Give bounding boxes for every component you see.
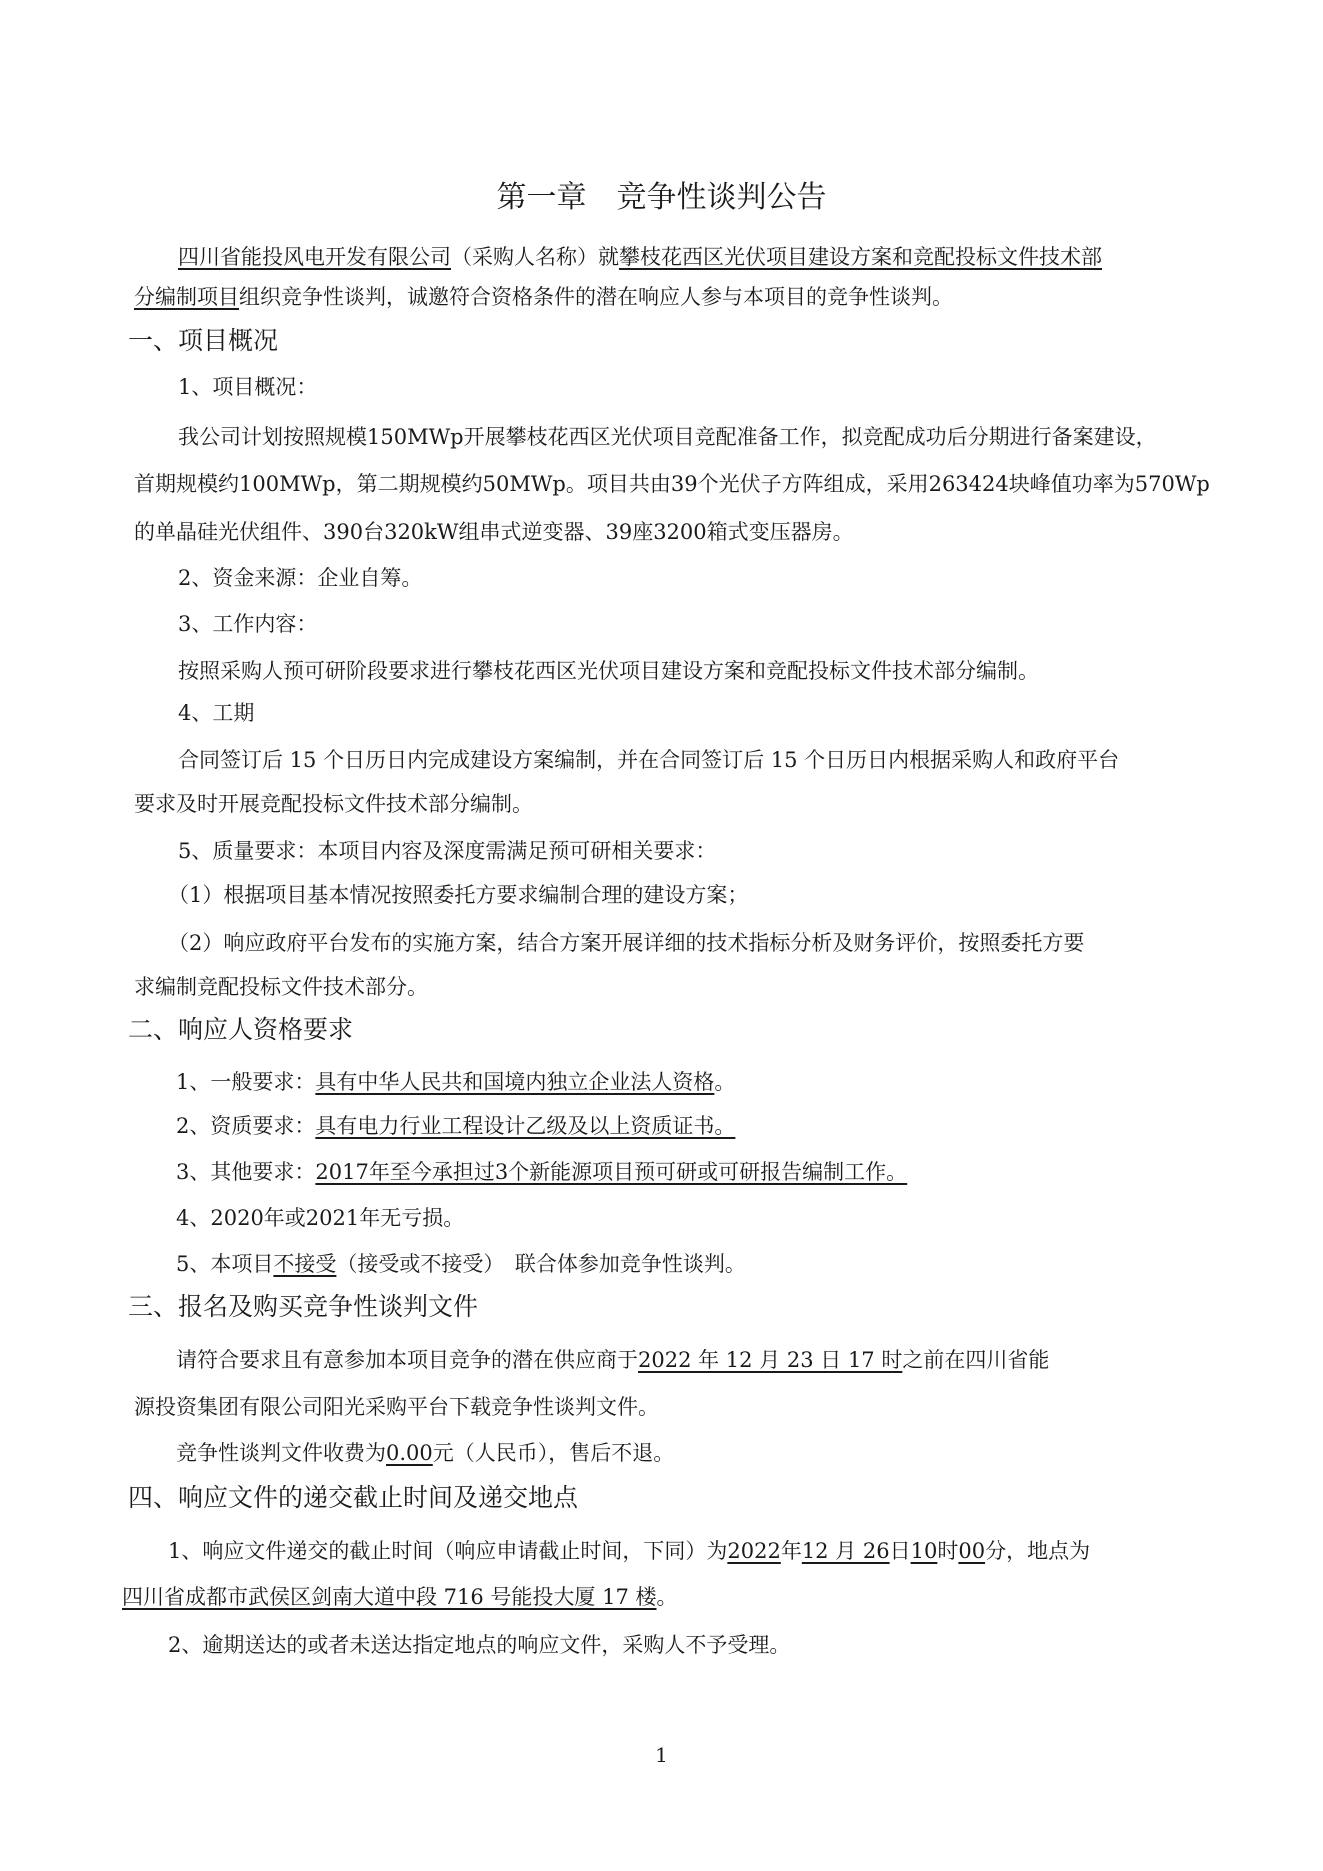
deadline-hour: 10 xyxy=(910,1539,938,1563)
intro-line-1 xyxy=(178,242,1102,272)
requirement-2 xyxy=(176,1111,735,1141)
requirement-4: 4、2020年或2021年无亏损。 xyxy=(176,1206,465,1230)
section-heading-4: 四、响应文件的递交截止时间及递交地点 xyxy=(128,1483,579,1512)
paragraph: 2、逾期送达的或者未送达指定地点的响应文件，采购人不予受理。 xyxy=(168,1633,791,1657)
paragraph: 2、资金来源：企业自筹。 xyxy=(178,566,423,590)
paragraph xyxy=(176,1438,674,1468)
paragraph xyxy=(176,1345,1049,1375)
text: 日 xyxy=(889,1539,911,1563)
paragraph: 3、工作内容： xyxy=(178,612,318,636)
paragraph: 合同签订后 15 个日历日内完成建设方案编制，并在合同签订后 15 个日历日内根据采购人和政府平台 xyxy=(178,748,1120,772)
paragraph xyxy=(168,1536,1090,1566)
text: 分，地点为 xyxy=(985,1539,1091,1563)
requirement-value: 具有中华人民共和国境内独立企业法人资格 xyxy=(315,1070,715,1094)
paragraph: （1）根据项目基本情况按照委托方要求编制合理的建设方案； xyxy=(168,883,749,907)
requirement-label: 5、本项目 xyxy=(176,1252,274,1276)
text: 之前在四川省能 xyxy=(902,1348,1050,1372)
fee-amount: 0.00 xyxy=(386,1441,433,1465)
intro-text: （采购人名称）就 xyxy=(451,245,619,269)
requirement-label: 3、其他要求： xyxy=(176,1160,316,1184)
requirement-label: 2、资质要求： xyxy=(176,1114,316,1138)
submission-address: 四川省成都市武侯区剑南大道中段 716 号能投大厦 17 楼 xyxy=(122,1585,657,1609)
paragraph: 4、工期 xyxy=(178,701,255,725)
text: 年 xyxy=(780,1539,802,1563)
paragraph: 求编制竞配投标文件技术部分。 xyxy=(134,975,428,999)
project-name: 攀枝花西区光伏项目建设方案和竞配投标文件技术部 xyxy=(619,245,1102,269)
requirement-value: 具有电力行业工程设计乙级及以上资质证书。 xyxy=(315,1114,736,1138)
paragraph: 5、质量要求：本项目内容及深度需满足预可研相关要求： xyxy=(178,839,717,863)
section-heading-2: 二、响应人资格要求 xyxy=(128,1015,354,1044)
requirement-1 xyxy=(176,1067,735,1097)
paragraph: 源投资集团有限公司阳光采购平台下载竞争性谈判文件。 xyxy=(134,1395,659,1419)
deadline-year: 2022 xyxy=(727,1539,781,1563)
project-name-cont: 分编制项目 xyxy=(134,285,239,309)
paragraph: （2）响应政府平台发布的实施方案，结合方案开展详细的技术指标分析及财务评价，按照委托方要 xyxy=(168,931,1085,955)
deadline-minute: 00 xyxy=(958,1539,986,1563)
text: 时 xyxy=(937,1539,959,1563)
requirement-value: 不接受 xyxy=(273,1252,337,1276)
paragraph: 1、项目概况： xyxy=(178,375,318,399)
deadline-datetime: 2022 年 12 月 23 日 17 时 xyxy=(638,1348,903,1372)
requirement-3 xyxy=(176,1157,907,1187)
paragraph: 的单晶硅光伏组件、390台320kW组串式逆变器、39座3200箱式变压器房。 xyxy=(134,520,854,544)
purchaser-name: 四川省能投风电开发有限公司 xyxy=(178,245,451,269)
requirement-label: 1、一般要求： xyxy=(176,1070,316,1094)
paragraph: 首期规模约100MWp，第二期规模约50MWp。项目共由39个光伏子方阵组成，采用263424块峰值功率为570Wp xyxy=(134,472,1210,496)
intro-text: 组织竞争性谈判，诚邀符合资格条件的潜在响应人参与本项目的竞争性谈判。 xyxy=(239,285,953,309)
text: 元（人民币），售后不退。 xyxy=(432,1441,675,1465)
page-title: 第一章 竞争性谈判公告 xyxy=(496,180,827,215)
paragraph: 按照采购人预可研阶段要求进行攀枝花西区光伏项目建设方案和竞配投标文件技术部分编制。 xyxy=(178,659,1039,683)
paragraph: 我公司计划按照规模150MWp开展攀枝花西区光伏项目竞配准备工作，拟竞配成功后分期进行备案建设， xyxy=(178,425,1157,449)
section-heading-3: 三、报名及购买竞争性谈判文件 xyxy=(128,1292,479,1321)
requirement-5 xyxy=(176,1249,746,1279)
punctuation: 。 xyxy=(656,1585,678,1609)
section-heading-1: 一、项目概况 xyxy=(128,326,279,355)
punctuation: 。 xyxy=(714,1070,736,1094)
page-number: 1 xyxy=(655,1743,668,1767)
requirement-text: （接受或不接受） 联合体参加竞争性谈判。 xyxy=(336,1252,746,1276)
text: 竞争性谈判文件收费为 xyxy=(176,1441,386,1465)
deadline-date: 12 月 26 xyxy=(801,1539,890,1563)
paragraph: 要求及时开展竞配投标文件技术部分编制。 xyxy=(134,792,533,816)
requirement-value: 2017年至今承担过3个新能源项目预可研或可研报告编制工作。 xyxy=(315,1160,908,1184)
paragraph xyxy=(122,1582,678,1612)
text: 1、响应文件递交的截止时间（响应申请截止时间，下同）为 xyxy=(168,1539,728,1563)
intro-line-2 xyxy=(134,282,953,312)
text: 请符合要求且有意参加本项目竞争的潜在供应商于 xyxy=(176,1348,638,1372)
